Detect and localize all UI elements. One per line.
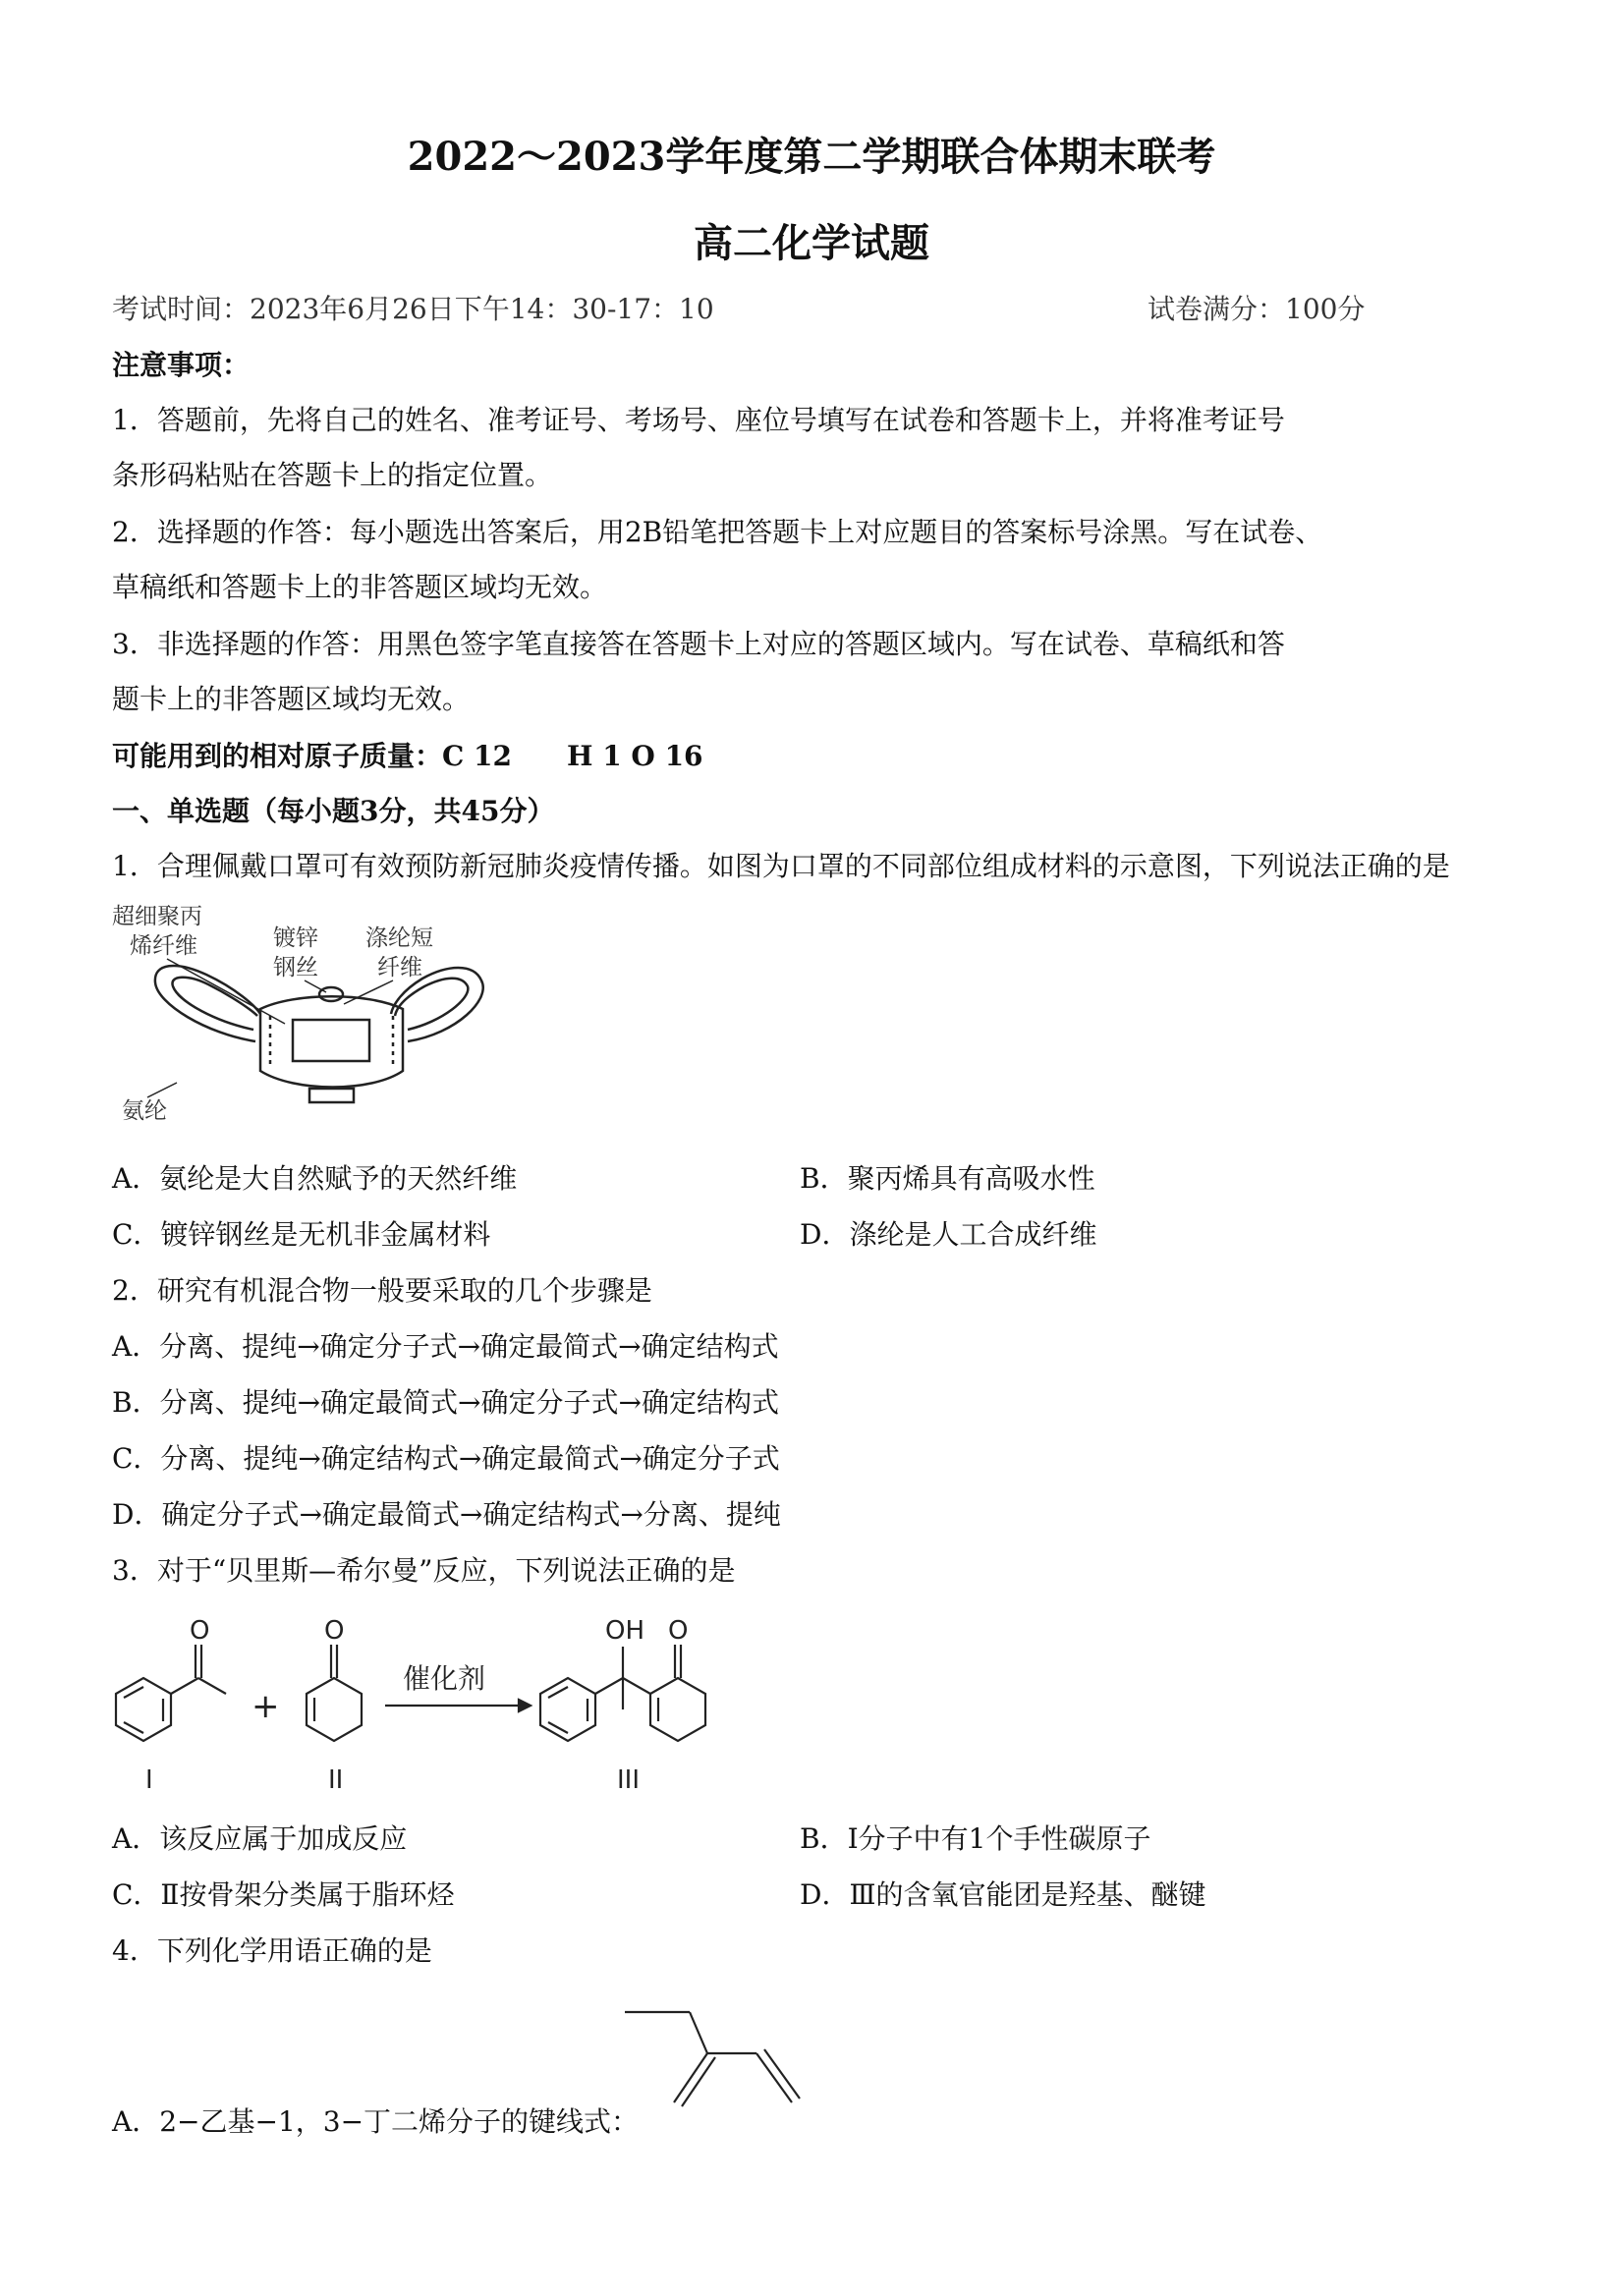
mask-diagram <box>108 896 491 1132</box>
atomic-mass-line: 可能用到的相对原子质量：C 12 H 1 O 16 <box>112 740 703 772</box>
exam-time: 考试时间：2023年6月26日下午14：30-17：10 <box>112 293 714 325</box>
compound-iii-structure <box>540 1645 705 1741</box>
notice-item-1: 1．答题前，先将自己的姓名、准考证号、考场号、座位号填写在试卷和答题卡上，并将准考证号 <box>112 404 1285 436</box>
compound-iii-hydroxyl: OH <box>605 1616 645 1646</box>
q3-option-b: B．Ⅰ分子中有1个手性碳原子 <box>800 1822 1151 1855</box>
compound-ii-oxygen: O <box>324 1616 345 1646</box>
compound-ii-structure <box>307 1645 362 1741</box>
compound-iii-label: III <box>617 1765 641 1795</box>
q3-option-d: D．Ⅲ的含氧官能团是羟基、醚键 <box>800 1878 1206 1911</box>
q2-option-b: B．分离、提纯→确定最简式→确定分子式→确定结构式 <box>112 1386 779 1419</box>
notice-item-1-cont: 条形码粘贴在答题卡上的指定位置。 <box>112 459 553 491</box>
ethyl-butadiene-skeletal-formula <box>609 1994 815 2142</box>
notice-item-2-cont: 草稿纸和答题卡上的非答题区域均无效。 <box>112 571 608 603</box>
q3-option-a: A．该反应属于加成反应 <box>112 1822 408 1855</box>
plus-sign: + <box>252 1687 280 1726</box>
q2-option-d: D．确定分子式→确定最简式→确定结构式→分离、提纯 <box>112 1498 781 1531</box>
label-zinc-steel-2: 钢丝 <box>273 955 318 980</box>
exam-title: 2022～2023学年度第二学期联合体期末联考 <box>407 134 1216 180</box>
question-1-stem: 1．合理佩戴口罩可有效预防新冠肺炎疫情传播。如图为口罩的不同部位组成材料的示意图，下列说法正确的是 <box>112 850 1450 882</box>
q4-option-a: A．2−乙基−1，3−丁二烯分子的键线式： <box>112 2105 640 2138</box>
notice-heading: 注意事项： <box>112 349 251 381</box>
q1-option-d: D．涤纶是人工合成纤维 <box>800 1218 1097 1251</box>
full-score: 试卷满分：100分 <box>1147 293 1366 325</box>
label-zinc-steel-1: 镀锌 <box>273 925 318 951</box>
label-polyester-2: 纤维 <box>377 955 422 980</box>
compound-ii-label: II <box>328 1765 344 1795</box>
question-4-stem: 4．下列化学用语正确的是 <box>112 1934 432 1967</box>
question-2-stem: 2．研究有机混合物一般要采取的几个步骤是 <box>112 1274 652 1307</box>
compound-iii-oxygen: O <box>668 1616 689 1646</box>
label-polypropylene-1: 超细聚丙 <box>112 904 202 929</box>
compound-i-oxygen: O <box>190 1616 210 1646</box>
label-polyester-1: 涤纶短 <box>365 925 433 951</box>
exam-subtitle: 高二化学试题 <box>694 220 929 266</box>
compound-i-structure <box>116 1645 226 1741</box>
reaction-scheme <box>98 1603 766 1800</box>
mask-shape <box>155 966 483 1102</box>
label-polypropylene-2: 烯纤维 <box>130 933 197 959</box>
q1-option-b: B．聚丙烯具有高吸水性 <box>800 1162 1095 1195</box>
notice-item-3: 3．非选择题的作答：用黑色签字笔直接答在答题卡上对应的答题区域内。写在试卷、草稿纸和答 <box>112 628 1285 660</box>
q2-option-c: C．分离、提纯→确定结构式→确定最简式→确定分子式 <box>112 1442 780 1475</box>
label-spandex: 氨纶 <box>122 1098 167 1124</box>
catalyst-label: 催化剂 <box>403 1662 486 1695</box>
notice-item-2: 2．选择题的作答：每小题选出答案后，用2B铅笔把答题卡上对应题目的答案标号涂黑。写在试卷、 <box>112 516 1323 548</box>
q1-option-a: A．氨纶是大自然赋予的天然纤维 <box>112 1162 518 1195</box>
notice-item-3-cont: 题卡上的非答题区域均无效。 <box>112 683 471 715</box>
section-heading: 一、单选题（每小题3分，共45分） <box>112 795 555 827</box>
compound-i-label: I <box>145 1765 153 1795</box>
q3-option-c: C．Ⅱ按骨架分类属于脂环烃 <box>112 1878 455 1911</box>
q2-option-a: A．分离、提纯→确定分子式→确定最简式→确定结构式 <box>112 1330 779 1363</box>
question-3-stem: 3．对于“贝里斯—希尔曼”反应，下列说法正确的是 <box>112 1554 736 1587</box>
q1-option-c: C．镀锌钢丝是无机非金属材料 <box>112 1218 491 1251</box>
reaction-arrow <box>385 1700 531 1711</box>
